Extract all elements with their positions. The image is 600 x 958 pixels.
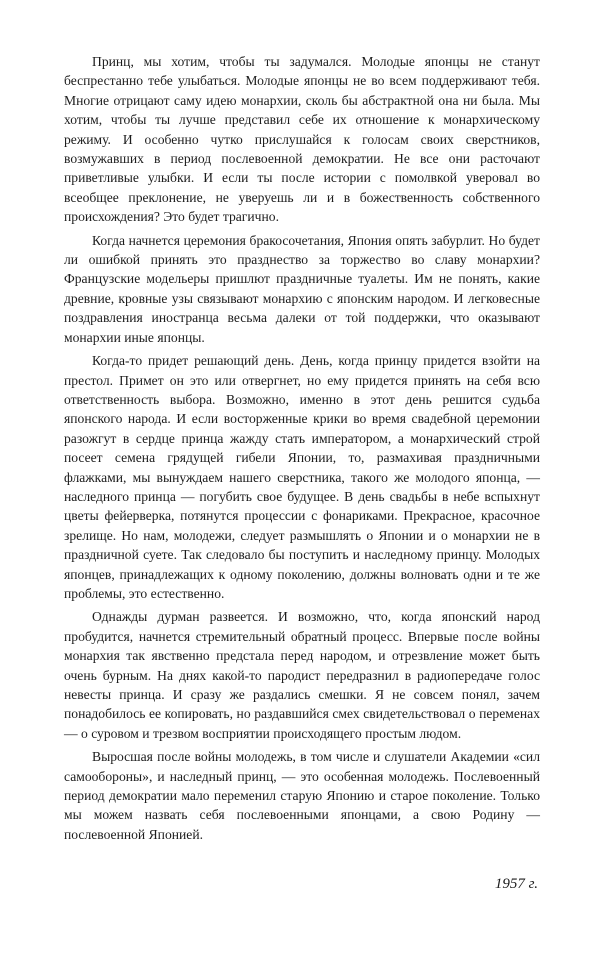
paragraph-1: Принц, мы хотим, чтобы ты задумался. Молодые японцы не станут беспрестанно тебе улыбаться. Молодые японцы не во всем поддерживают тебя. Многие отрицают саму идею монархии, сколь бы абстрактной она ни была. Мы хотим, чтобы ты лучше представил себе их отношение к монархическому режиму. И особенно чутко прислушайся к голосам своих сверстников, возмужавших в период послевоенной демократии. Не все они расточают приветливые улыбки. И если ты после истории с помолвкой уверовал во всеобщее преклонение, не уверуешь ли и в божественность собственного происхождения? Это будет трагично. [64,54,540,225]
date-signature: 1957 г. [494,876,538,892]
paragraph-3: Когда-то придет решающий день. День, когда принцу придется взойти на престол. Примет он это или отвергнет, но ему придется принять на себя всю ответственность выбора. Возможно, именно в этот день решится судьба японского народа. И если восторженные крики во время свадебной церемонии разожгут в сердце принца жажду стать императором, а монархический строй посеет семена грядущей гибели Японии, то, размахивая праздничными флажками, мы вынуждаем нашего сверстника, такого же молодого японца, — наследного принца — погубить свое будущее. В день свадьбы в небе вспыхнут цветы фейерверка, потянутся процессии с фонариками. Прекрасное, красочное зрелище. Но нам, молодежи, следует размышлять о Японии и о монархии не в праздничной суете. Так следовало бы поступить и наследному принцу. Молодых японцев, принадлежащих к одному поколению, должны волновать одни и те же проблемы, это естественно. [64,353,540,601]
paragraph-5: Выросшая после войны молодежь, в том числе и слушатели Академии «сил самообороны», и наследный принц, — это особенная молодежь. Послевоенный период демократии мало переменил старую Японию и старое поколение. Только мы можем назвать себя послевоенными японцами, а свою Родину — послевоенной Японией. [64,749,540,842]
paragraph-4: Однажды дурман развеется. И возможно, что, когда японский народ пробудится, начнется стремительный обратный процесс. Впервые после войны монархия так явственно предстала перед народом, и отрезвление может быть очень бурным. На днях какой-то пародист передразнил в радиопередаче голос невесты принца. И сразу же раздались смешки. Я не совсем понял, зачем понадобилось ее копировать, но раздавшийся смех свидетельствовал о переменах — о суровом и трезвом восприятии происходящего простым людом. [64,609,540,741]
paragraph-2: Когда начнется церемония бракосочетания, Япония опять забурлит. Но будет ли ошибкой принять это празднество за торжество во славу монархии? Французские модельеры пришлют праздничные туалеты. Им не понять, какие древние, кровные узы связывают монархию с японским народом. И легковесные поздравления иностранца весьма далеки от той поддержки, что оказывают монархии иные японцы. [64,232,540,345]
body-text [64,52,540,848]
